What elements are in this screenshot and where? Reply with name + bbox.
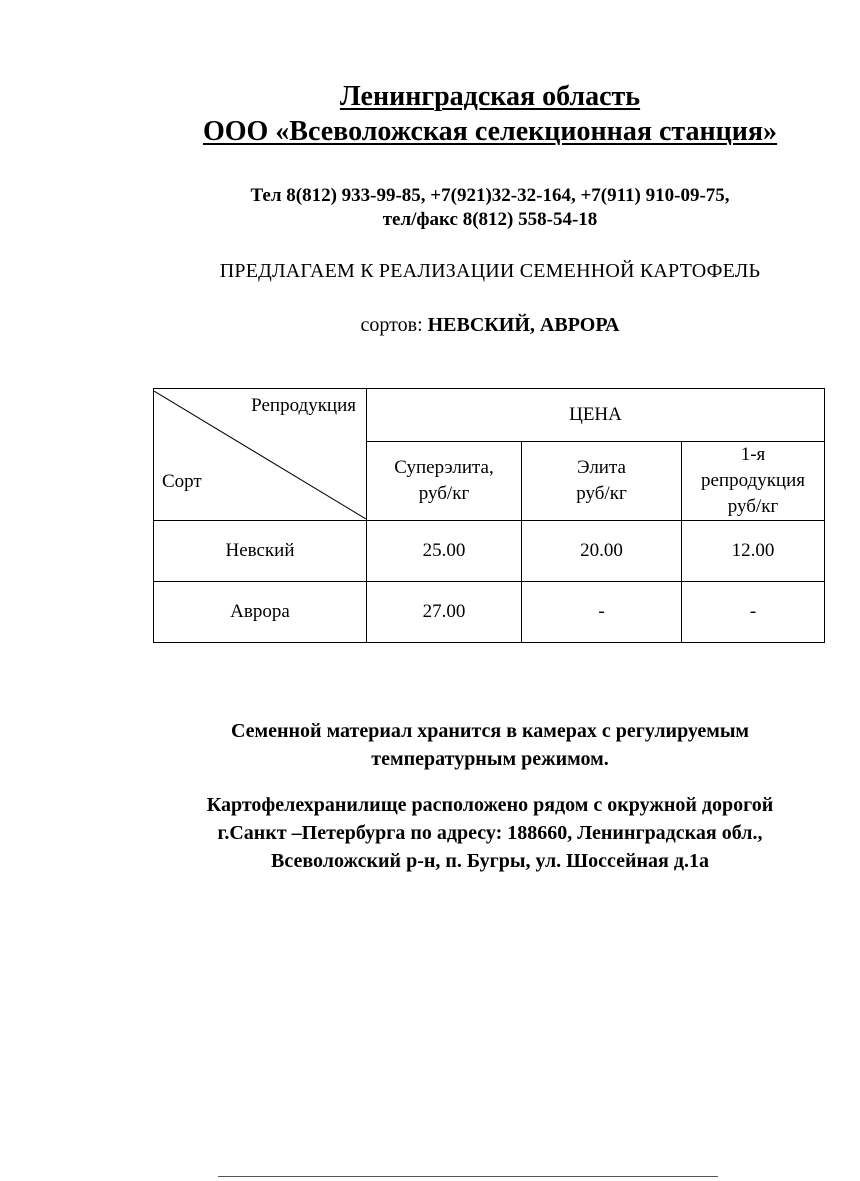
sort-label: Сорт (162, 470, 202, 492)
address-line: Всеволожский р-н, п. Бугры, ул. Шоссейная д.1а (271, 850, 709, 872)
column-header-line: руб/кг (576, 483, 627, 504)
table-row (154, 582, 825, 643)
column-header-line: Суперэлита, (394, 457, 494, 478)
column-header-first-reproduction (682, 442, 825, 521)
column-header-line: руб/кг (418, 483, 470, 504)
address-line: Картофелехранилище расположено рядом с окружной дорогой (206, 794, 774, 816)
column-header-line: 1-я (740, 444, 766, 465)
price-table (153, 388, 825, 643)
phone-numbers: Тел 8(812) 933-99-85, +7(921)32-32-164, +7(911) 910-09-75, (250, 185, 730, 206)
row-sort-name: Аврора (154, 582, 367, 643)
price-cell: - (522, 582, 682, 643)
storage-note-line: Семенной материал хранится в камерах с регулируемым (230, 720, 750, 742)
price-cell: 25.00 (367, 521, 522, 582)
company-heading: ООО «Всеволожская селекционная станция» (202, 116, 778, 147)
scan-edge-line (218, 1176, 718, 1177)
sorts-prefix: сортов: (360, 314, 423, 336)
price-header: ЦЕНА (367, 389, 825, 442)
fax-number: тел/факс 8(812) 558-54-18 (382, 209, 598, 230)
column-header-line: репродукция (700, 470, 806, 491)
row-sort-name: Невский (154, 521, 367, 582)
column-header-superelite (367, 442, 522, 521)
reproduction-label: Репродукция (251, 394, 356, 416)
table-corner-cell (154, 389, 367, 521)
column-header-elite (522, 442, 682, 521)
column-header-line: Элита (577, 457, 626, 478)
sorts-line (0, 312, 860, 338)
column-header-line: руб/кг (727, 496, 779, 517)
price-cell: 27.00 (367, 582, 522, 643)
price-cell: - (682, 582, 825, 643)
address-line: г.Санкт –Петербурга по адресу: 188660, Ленинградская обл., (217, 822, 763, 844)
storage-note-line: температурным режимом. (371, 748, 609, 770)
sorts-names: НЕВСКИЙ, АВРОРА (427, 314, 620, 336)
table-row (154, 521, 825, 582)
price-cell: 12.00 (682, 521, 825, 582)
price-cell: 20.00 (522, 521, 682, 582)
region-heading: Ленинградская область (339, 81, 641, 112)
offer-title: ПРЕДЛАГАЕМ К РЕАЛИЗАЦИИ СЕМЕННОЙ КАРТОФЕЛЬ (219, 260, 761, 282)
